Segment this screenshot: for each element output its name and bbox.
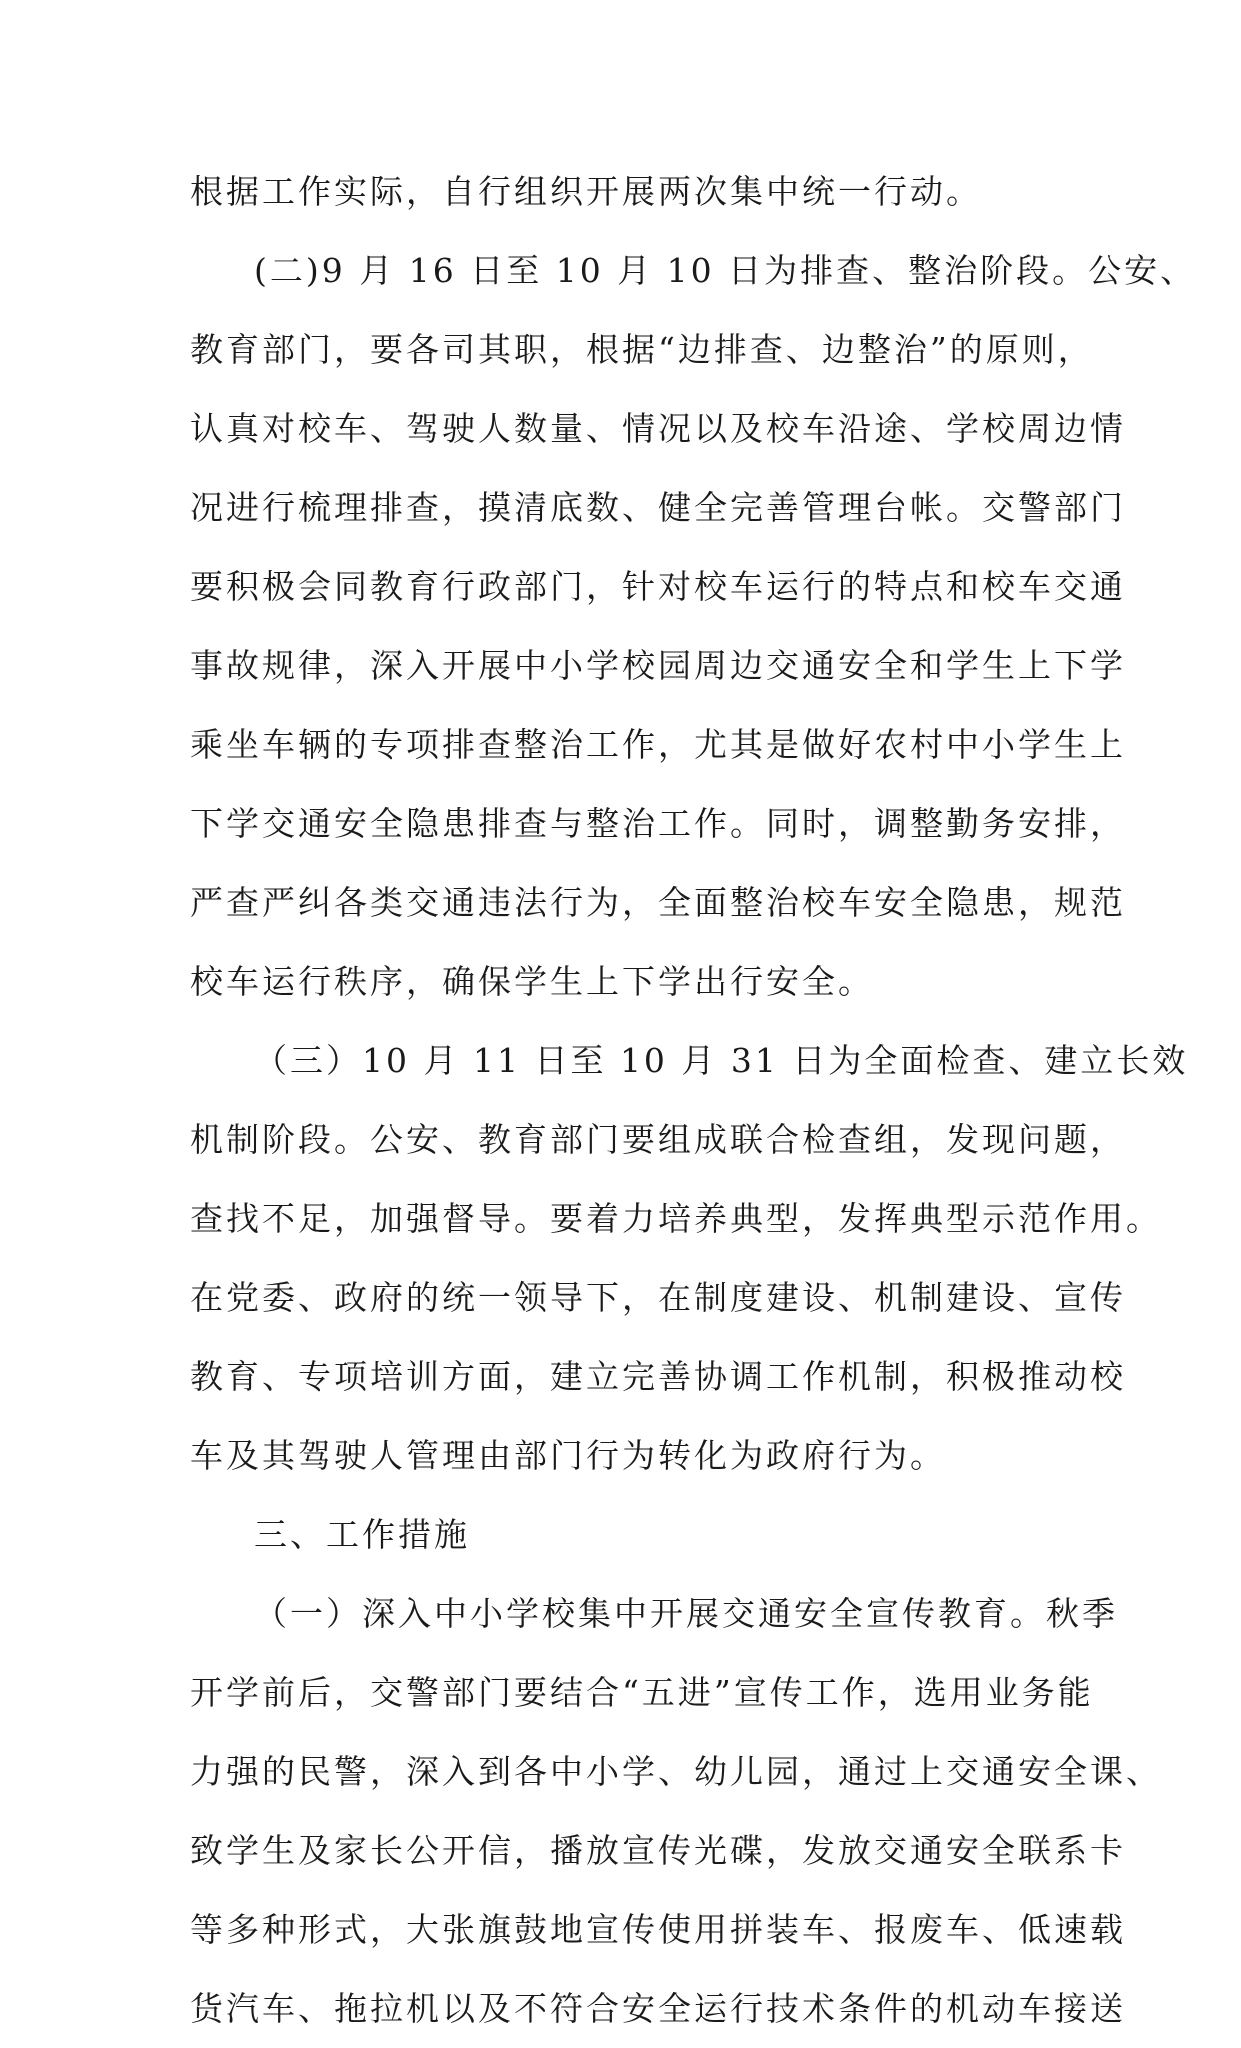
text-line: 教育、专项培训方面，建立完善协调工作机制，积极推动校 <box>190 1357 1126 1396</box>
text-line: 等多种形式，大张旗鼓地宣传使用拼装车、报废车、低速载 <box>190 1910 1126 1949</box>
text-line: 根据工作实际，自行组织开展两次集中统一行动。 <box>190 172 982 211</box>
text-line: 查找不足，加强督导。要着力培养典型，发挥典型示范作用。 <box>190 1199 1162 1238</box>
text-line: 下学交通安全隐患排查与整治工作。同时，调整勤务安排， <box>190 804 1126 843</box>
text-line: 严查严纠各类交通违法行为，全面整治校车安全隐患，规范 <box>190 883 1126 922</box>
text-line: 在党委、政府的统一领导下，在制度建设、机制建设、宣传 <box>190 1278 1126 1317</box>
text-line: 货汽车、拖拉机以及不符合安全运行技术条件的机动车接送 <box>190 1989 1126 2028</box>
text-line: （一）深入中小学校集中开展交通安全宣传教育。秋季 <box>254 1594 1118 1633</box>
text-line: 机制阶段。公安、教育部门要组成联合检查组，发现问题， <box>190 1120 1126 1159</box>
text-line: 校车运行秩序，确保学生上下学出行安全。 <box>190 962 874 1001</box>
document-body <box>190 152 1197 2048</box>
section-heading: 三、工作措施 <box>254 1515 470 1554</box>
text-line: 事故规律，深入开展中小学校园周边交通安全和学生上下学 <box>190 646 1126 685</box>
text-line: （三）10 月 11 日至 10 月 31 日为全面检查、建立长效 <box>254 1041 1189 1080</box>
text-line: 教育部门，要各司其职，根据“边排查、边整治”的原则， <box>190 330 1094 369</box>
text-line: 认真对校车、驾驶人数量、情况以及校车沿途、学校周边情 <box>190 409 1126 448</box>
text-line: 乘坐车辆的专项排查整治工作，尤其是做好农村中小学生上 <box>190 725 1126 764</box>
text-line: 要积极会同教育行政部门，针对校车运行的特点和校车交通 <box>190 567 1126 606</box>
text-line: 车及其驾驶人管理由部门行为转化为政府行为。 <box>190 1436 946 1475</box>
text-line: 开学前后，交警部门要结合“五进”宣传工作，选用业务能 <box>190 1673 1094 1712</box>
text-line: 力强的民警，深入到各中小学、幼儿园，通过上交通安全课、 <box>190 1752 1162 1791</box>
text-line: (二)9 月 16 日至 10 月 10 日为排查、整治阶段。公安、 <box>254 251 1197 290</box>
text-line: 况进行梳理排查，摸清底数、健全完善管理台帐。交警部门 <box>190 488 1126 527</box>
text-line: 致学生及家长公开信，播放宣传光碟，发放交通安全联系卡 <box>190 1831 1126 1870</box>
